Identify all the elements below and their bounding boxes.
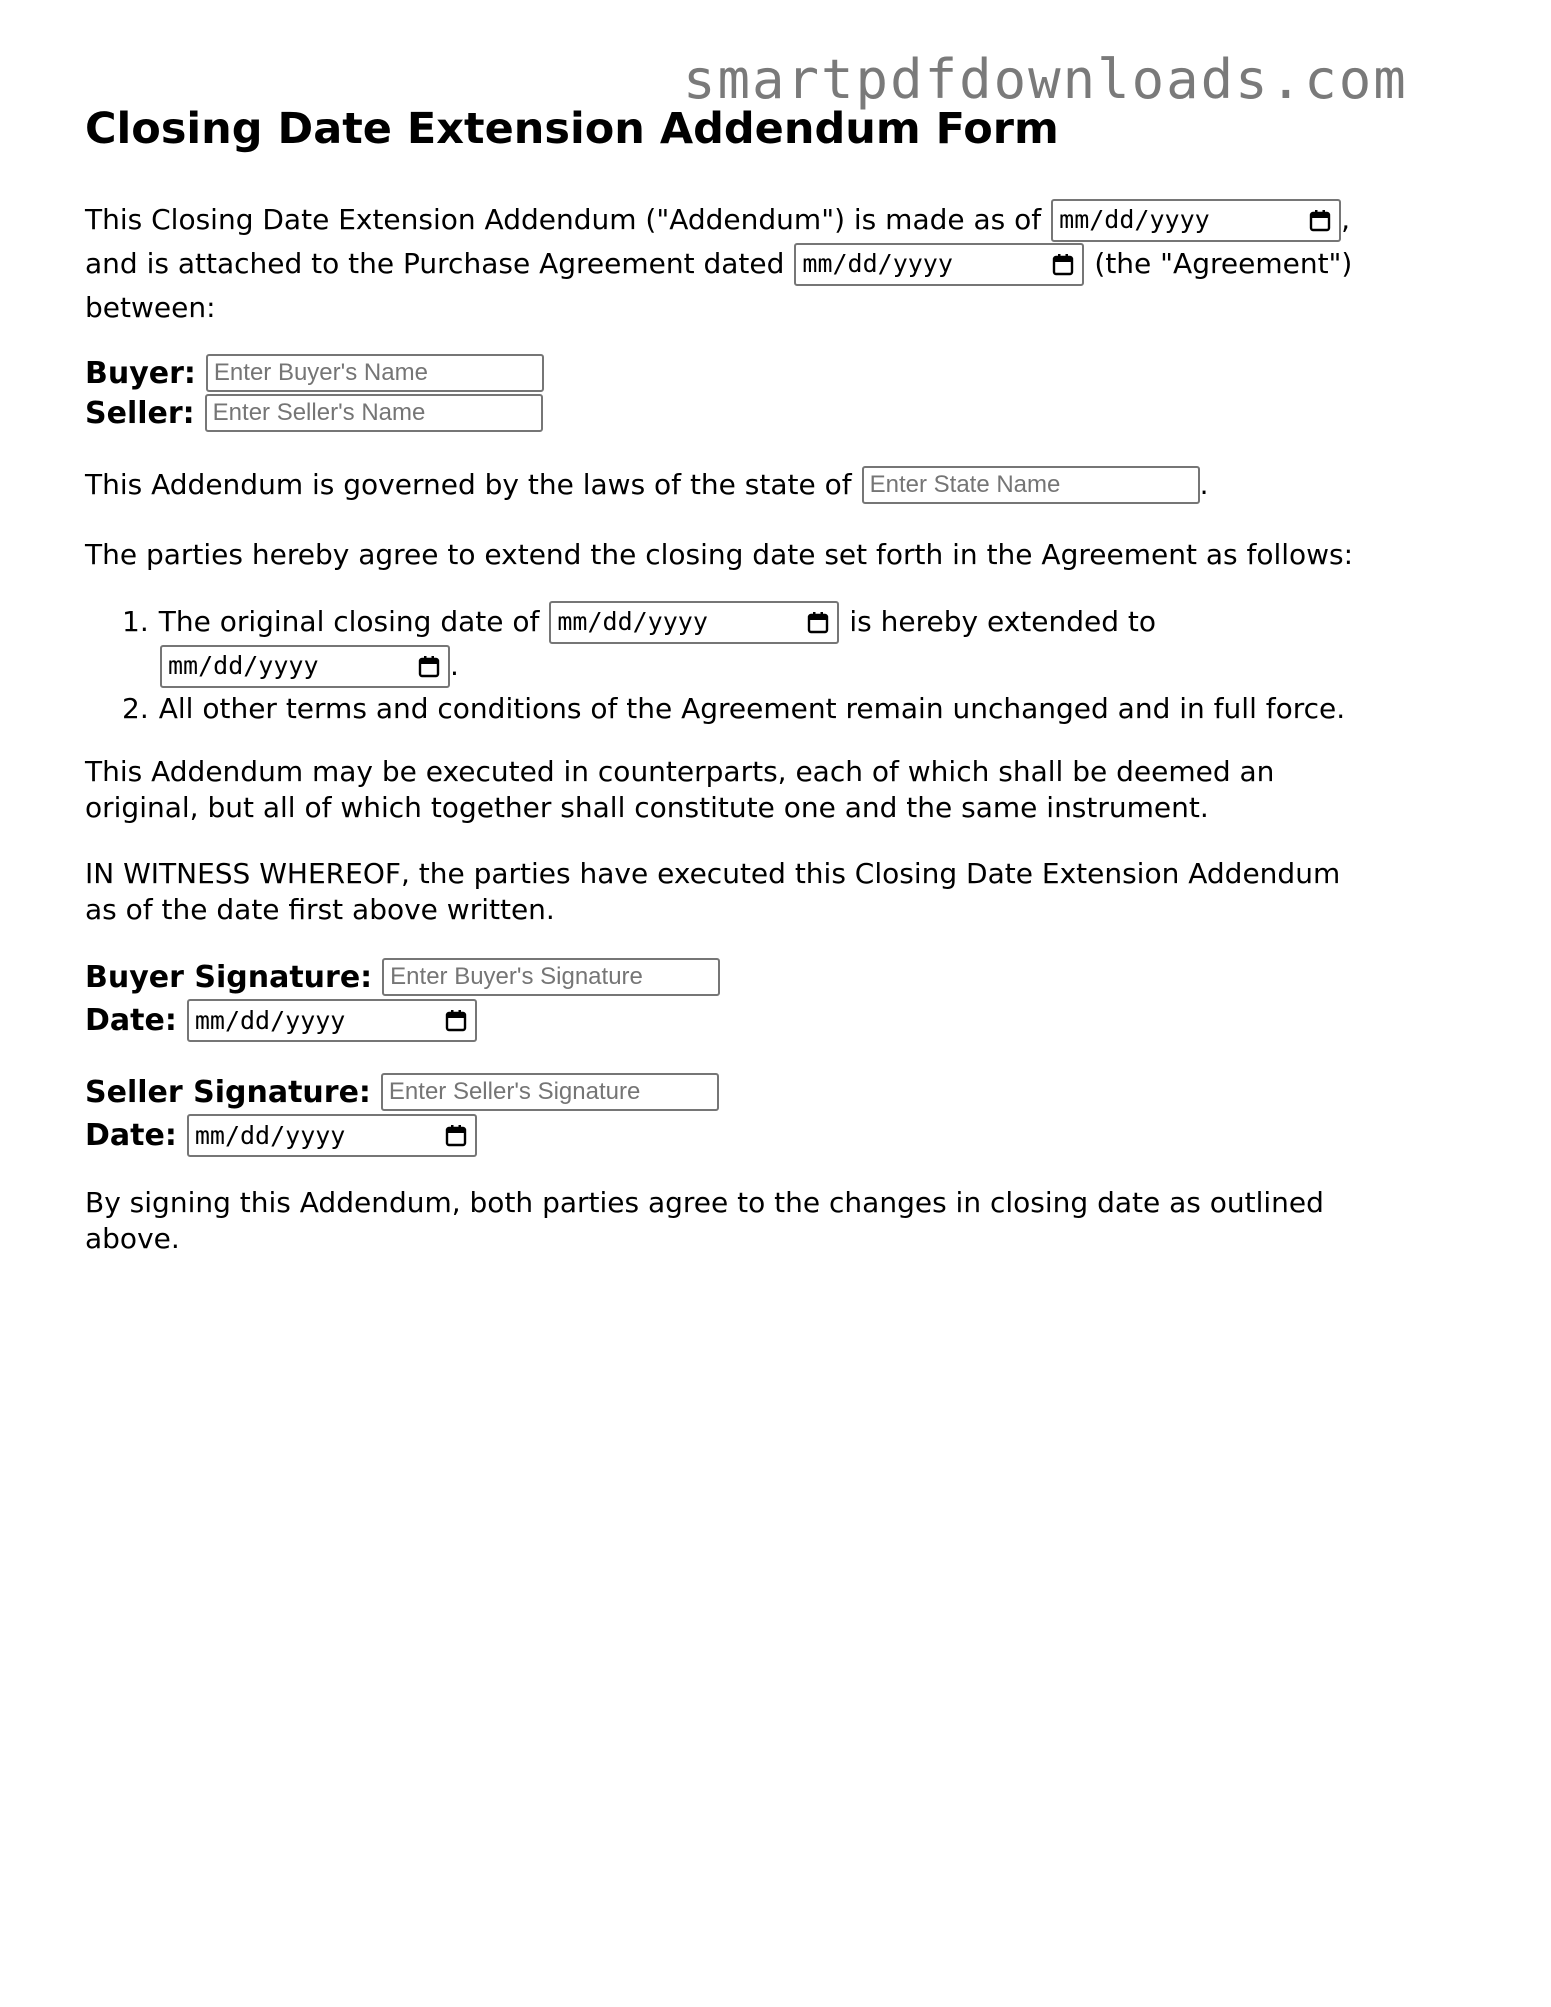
buyer-signature-label: Buyer Signature:: [85, 959, 373, 995]
seller-date-label: Date:: [85, 1118, 177, 1153]
intro-text-4: between:: [85, 291, 216, 324]
calendar-icon[interactable]: [418, 655, 440, 678]
intro-line-3: [85, 286, 216, 330]
seller-name-input[interactable]: Enter Seller's Name: [205, 394, 543, 432]
date-placeholder: mm/dd/yyyy: [557, 607, 708, 636]
state-name-input[interactable]: Enter State Name: [862, 466, 1200, 504]
intro-comma: ,: [1341, 203, 1351, 236]
date-placeholder: mm/dd/yyyy: [1059, 205, 1210, 234]
buyer-row: [85, 354, 544, 392]
watermark: smartpdfdownloads.com: [683, 48, 1408, 111]
date-placeholder: mm/dd/yyyy: [802, 249, 953, 278]
buyer-signature-input[interactable]: Enter Buyer's Signature: [382, 958, 720, 996]
seller-signature-date-input[interactable]: [187, 1114, 477, 1157]
seller-signature-input[interactable]: Enter Seller's Signature: [381, 1073, 719, 1111]
page-title: Closing Date Extension Addendum Form: [85, 104, 1059, 154]
agree-text-content: The parties hereby agree to extend the closing date set forth in the Agreement as follows:: [85, 538, 1354, 571]
original-closing-date-input[interactable]: [549, 601, 839, 644]
list-text: The original closing date of: [158, 605, 540, 638]
list-period: .: [450, 649, 459, 682]
list-number: 1.: [122, 605, 149, 638]
governing-line: [85, 463, 1209, 507]
witness-line-2: as of the date first above written.: [85, 893, 555, 926]
list-number: 2.: [122, 692, 149, 725]
list-text: is hereby extended to: [849, 605, 1157, 638]
seller-label: Seller:: [85, 395, 195, 431]
list-item-continuation: [160, 644, 459, 688]
witness-line-1: IN WITNESS WHEREOF, the parties have executed this Closing Date Extension Addendum: [85, 857, 1341, 890]
intro-line-1: [85, 198, 1350, 242]
buyer-date-row: [85, 999, 477, 1042]
governing-period: .: [1199, 468, 1209, 501]
calendar-icon[interactable]: [445, 1009, 467, 1032]
counterparts-line-2: original, but all of which together shall constitute one and the same instrument.: [85, 791, 1209, 824]
addendum-date-input[interactable]: [1051, 199, 1341, 242]
list-item: [122, 687, 1345, 731]
date-placeholder: mm/dd/yyyy: [194, 1121, 346, 1150]
agreement-date-input[interactable]: [794, 243, 1084, 286]
buyer-signature-date-input[interactable]: [187, 999, 477, 1042]
buyer-date-label: Date:: [85, 1003, 177, 1038]
buyer-signature-row: [85, 958, 720, 996]
seller-row: [85, 394, 543, 432]
witness-paragraph: [85, 856, 1485, 928]
calendar-icon[interactable]: [1309, 209, 1331, 232]
counterparts-line-1: This Addendum may be executed in counterparts, each of which shall be deemed an: [85, 755, 1275, 788]
governing-text: This Addendum is governed by the laws of the state of: [85, 468, 852, 501]
agree-text: [85, 533, 1353, 577]
calendar-icon[interactable]: [807, 611, 829, 634]
seller-date-row: [85, 1114, 477, 1157]
intro-text-2: and is attached to the Purchase Agreement dated: [85, 247, 785, 280]
seller-signature-label: Seller Signature:: [85, 1074, 371, 1110]
closing-line-2: above.: [85, 1222, 180, 1255]
intro-text-3: (the "Agreement"): [1094, 247, 1353, 280]
counterparts-paragraph: [85, 754, 1485, 826]
buyer-name-input[interactable]: Enter Buyer's Name: [206, 354, 544, 392]
calendar-icon[interactable]: [1052, 253, 1074, 276]
list-item: [122, 600, 1156, 644]
date-placeholder: mm/dd/yyyy: [194, 1006, 346, 1035]
buyer-label: Buyer:: [85, 355, 196, 391]
date-placeholder: mm/dd/yyyy: [168, 651, 319, 680]
closing-line-1: By signing this Addendum, both parties agree to the changes in closing date as outlined: [85, 1186, 1324, 1219]
seller-signature-row: [85, 1073, 719, 1111]
intro-text-1: This Closing Date Extension Addendum ("Addendum") is made as of: [85, 203, 1042, 236]
list-text: All other terms and conditions of the Agreement remain unchanged and in full force.: [158, 692, 1346, 725]
closing-paragraph: [85, 1185, 1485, 1257]
intro-line-2: [85, 242, 1352, 286]
calendar-icon[interactable]: [445, 1124, 467, 1147]
extended-closing-date-input[interactable]: [160, 645, 450, 688]
